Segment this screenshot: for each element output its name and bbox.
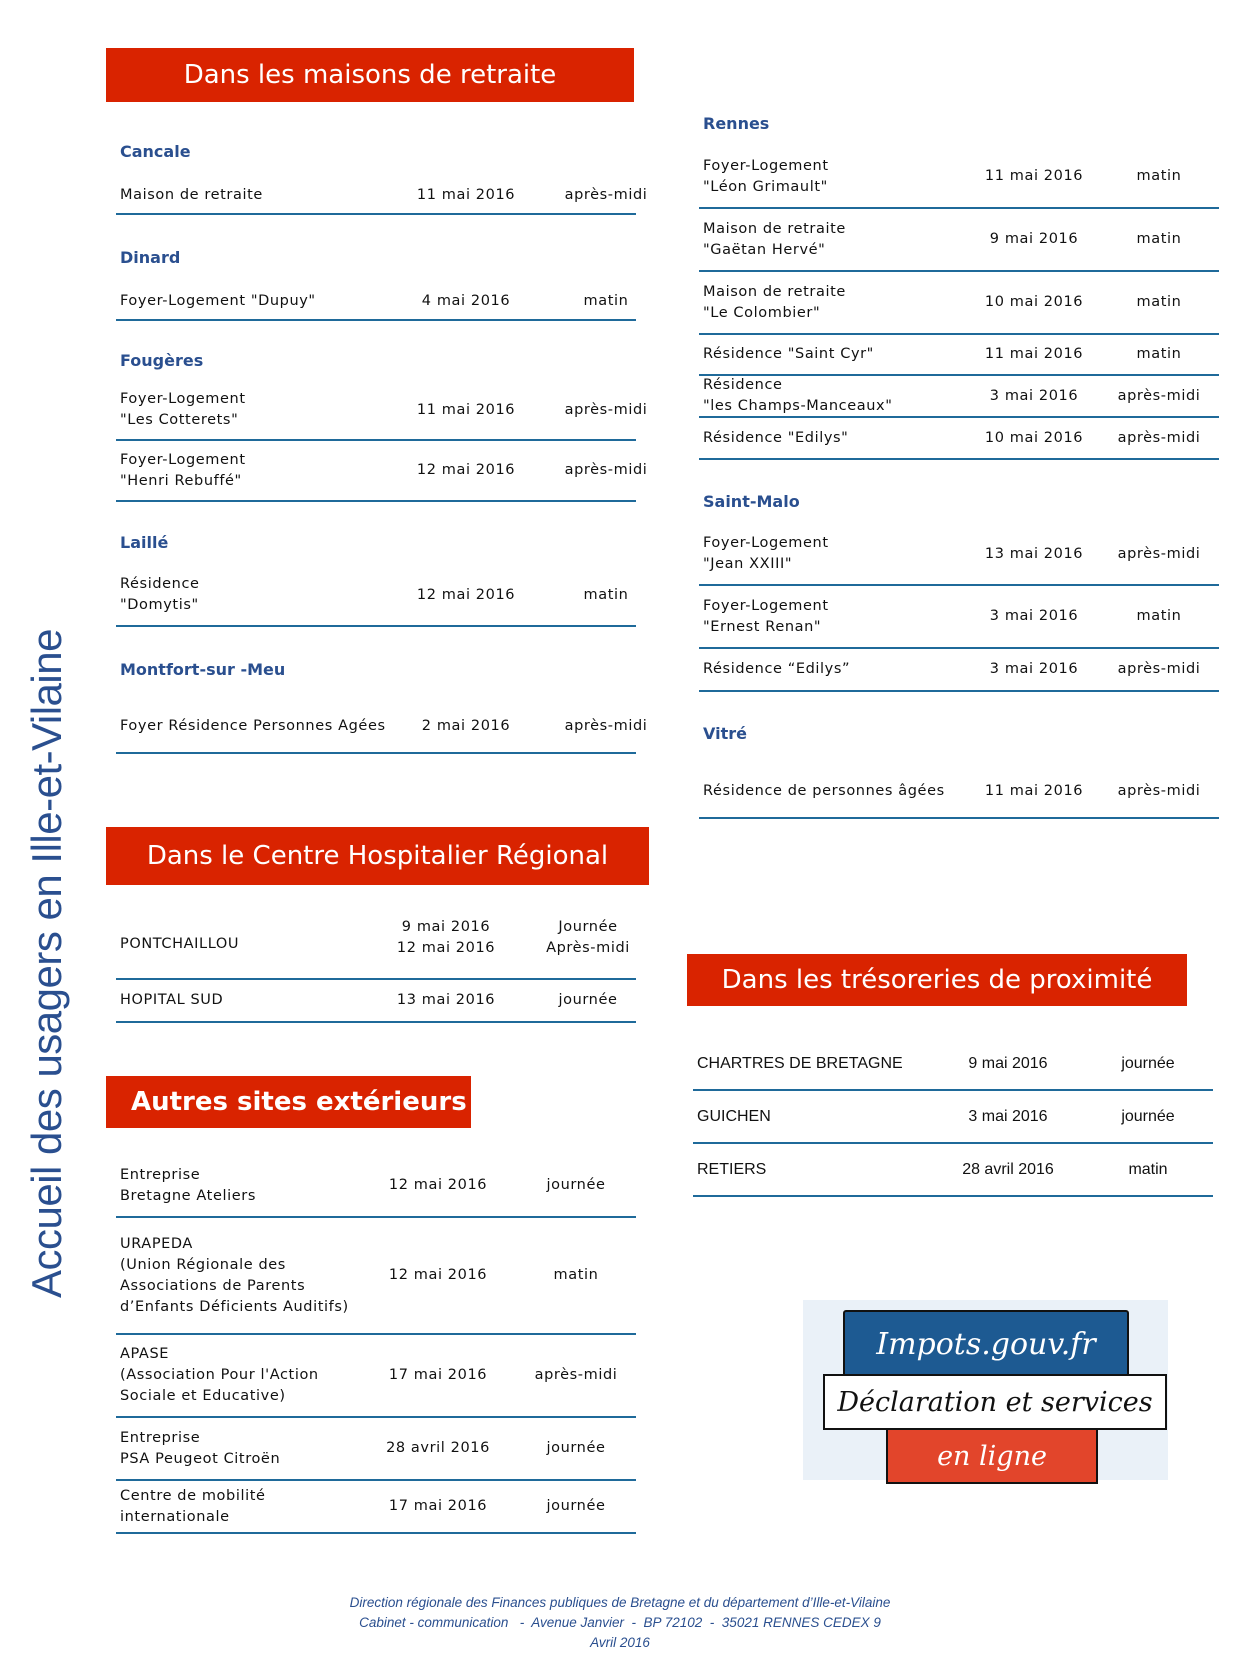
logo-line-declaration: Déclaration et services — [823, 1374, 1167, 1430]
table-row — [699, 209, 1219, 272]
visit-date: 11 mai 2016 — [984, 168, 1084, 184]
visit-period: après-midi — [1117, 429, 1201, 446]
impots-gouv-logo — [803, 1300, 1168, 1480]
visit-date: 3 mai 2016 — [989, 661, 1079, 677]
table-row — [116, 565, 636, 627]
visit-date: 12 mai 2016 — [388, 1267, 488, 1283]
city-heading-dinard: Dinard — [120, 248, 181, 267]
footer-line-address: Cabinet - communication - Avenue Janvier - BP 72102 - 35021 RENNES CEDEX 9 — [359, 1615, 881, 1630]
table-row — [693, 1038, 1213, 1091]
table-row — [699, 586, 1219, 649]
visit-period: journée — [546, 1177, 606, 1193]
city-heading-vitre: Vitré — [703, 724, 747, 743]
visit-period: après-midi — [1117, 782, 1201, 799]
visit-period: journée — [546, 1498, 606, 1514]
visit-period: après-midi — [564, 401, 648, 418]
visit-date: 12 mai 2016 — [388, 1177, 488, 1193]
visit-period: journée — [546, 1440, 606, 1456]
visit-period: Journée Après-midi — [546, 919, 630, 956]
visit-period: après-midi — [1117, 545, 1201, 562]
table-row — [699, 146, 1219, 209]
table-row — [116, 1218, 636, 1335]
visit-date: 17 mai 2016 — [388, 1367, 488, 1383]
table-row — [699, 272, 1219, 335]
site-name: Résidence "Edilys" — [703, 429, 849, 446]
visit-period: journée — [1121, 1055, 1175, 1072]
site-name: Foyer-Logement "Jean XXIII" — [703, 535, 829, 572]
site-name: HOPITAL SUD — [120, 992, 224, 1008]
visit-date: 3 mai 2016 — [989, 608, 1079, 624]
table-row — [116, 1335, 636, 1418]
site-name: Foyer Résidence Personnes Agées — [120, 717, 386, 734]
visit-period: après-midi — [1117, 387, 1201, 404]
site-name: Résidence de personnes âgées — [703, 782, 945, 799]
visit-date: 11 mai 2016 — [416, 401, 516, 418]
city-heading-fougeres: Fougères — [120, 351, 204, 370]
visit-period: journée — [1121, 1108, 1175, 1125]
visit-period: après-midi — [1117, 661, 1201, 677]
site-name: Maison de retraite "Gaëtan Hervé" — [703, 220, 846, 258]
table-row — [116, 1418, 636, 1481]
site-name: Centre de mobilité internationale — [120, 1487, 266, 1525]
site-name: Foyer-Logement "Henri Rebuffé" — [120, 451, 246, 489]
table-row — [699, 765, 1219, 819]
site-name: CHARTRES DE BRETAGNE — [697, 1055, 903, 1072]
visit-date: 13 mai 2016 — [396, 992, 496, 1008]
site-name: Résidence "les Champs-Manceaux" — [703, 377, 893, 414]
section-banner-autres-sites: Autres sites extérieurs — [106, 1076, 471, 1128]
visit-period: matin — [583, 292, 629, 309]
table-row — [693, 1144, 1213, 1197]
table-row — [116, 441, 648, 502]
visit-date: 2 mai 2016 — [421, 717, 511, 734]
visit-date: 10 mai 2016 — [984, 294, 1084, 310]
site-name: Foyer-Logement "Léon Grimault" — [703, 157, 829, 195]
visit-period: après-midi — [564, 186, 648, 203]
visit-period: matin — [1136, 294, 1182, 310]
footer-line-direction: Direction régionale des Finances publiques de Bretagne et du département d’Ille-et-Vilaine — [349, 1595, 891, 1610]
table-row — [699, 418, 1219, 460]
visit-date: 12 mai 2016 — [416, 462, 516, 478]
table-row — [693, 1091, 1213, 1144]
site-name: Entreprise PSA Peugeot Citroën — [120, 1429, 281, 1467]
site-name: Foyer-Logement "Dupuy" — [120, 292, 316, 309]
visit-date: 28 avril 2016 — [386, 1440, 490, 1456]
visit-date: 11 mai 2016 — [984, 346, 1084, 362]
site-name: GUICHEN — [697, 1108, 771, 1125]
visit-date: 9 mai 2016 — [989, 231, 1079, 247]
visit-date: 9 mai 2016 — [968, 1055, 1048, 1072]
section-banner-maisons-de-retraite: Dans les maisons de retraite — [106, 48, 634, 102]
city-heading-laille: Laillé — [120, 533, 169, 552]
table-row — [699, 524, 1219, 586]
site-name: APASE (Association Pour l'Action Sociale et Educative) — [120, 1346, 319, 1404]
city-heading-cancale: Cancale — [120, 142, 191, 161]
visit-period: matin — [1136, 231, 1182, 247]
visit-period: après-midi — [564, 717, 648, 734]
table-row — [116, 1481, 636, 1534]
site-name: Entreprise Bretagne Ateliers — [120, 1166, 256, 1204]
visit-date: 10 mai 2016 — [984, 429, 1084, 446]
site-name: Résidence “Edilys” — [703, 661, 851, 677]
visit-period: matin — [1136, 168, 1182, 184]
visit-date: 11 mai 2016 — [984, 782, 1084, 799]
city-heading-saint-malo: Saint-Malo — [703, 492, 800, 511]
site-name: Maison de retraite — [120, 186, 263, 203]
table-row — [116, 910, 636, 980]
site-name: Foyer-Logement "Les Cotterets" — [120, 391, 246, 428]
visit-period: matin — [1136, 346, 1182, 362]
logo-line-en-ligne: en ligne — [886, 1428, 1098, 1484]
table-row — [116, 1155, 636, 1218]
table-row — [699, 376, 1219, 418]
section-banner-centre-hospitalier: Dans le Centre Hospitalier Régional — [106, 827, 649, 885]
visit-date: 12 mai 2016 — [416, 586, 516, 603]
visit-date: 17 mai 2016 — [388, 1498, 488, 1514]
table-row — [699, 335, 1219, 376]
site-name: Résidence "Saint Cyr" — [703, 346, 874, 362]
visit-period: matin — [1128, 1161, 1168, 1178]
site-name: URAPEDA (Union Régionale des Associations de Parents d’Enfants Déficients Auditifs) — [120, 1235, 349, 1315]
footer-line-date: Avril 2016 — [590, 1635, 650, 1650]
table-row — [116, 381, 648, 441]
city-heading-montfort-sur-meu: Montfort-sur -Meu — [120, 660, 286, 679]
site-name: RETIERS — [697, 1161, 767, 1178]
section-banner-tresoreries: Dans les trésoreries de proximité — [687, 954, 1187, 1006]
page-footer — [0, 1593, 1240, 1653]
visit-date: 9 mai 2016 12 mai 2016 — [396, 919, 496, 956]
visit-period: matin — [553, 1267, 599, 1283]
site-name: Foyer-Logement "Ernest Renan" — [703, 597, 829, 635]
site-name: Résidence "Domytis" — [120, 576, 200, 613]
table-row — [699, 649, 1219, 692]
visit-date: 28 avril 2016 — [962, 1161, 1054, 1178]
table-row — [116, 700, 648, 754]
city-heading-rennes: Rennes — [703, 114, 770, 133]
visit-date: 11 mai 2016 — [416, 186, 516, 203]
site-name: PONTCHAILLOU — [120, 935, 240, 952]
logo-line-impots: Impots.gouv.fr — [843, 1310, 1129, 1378]
visit-period: après-midi — [534, 1367, 618, 1383]
vertical-page-title: Accueil des usagers en Ille-et-Vilaine — [23, 629, 70, 1298]
table-row — [116, 980, 636, 1023]
visit-period: matin — [583, 586, 629, 603]
visit-date: 3 mai 2016 — [989, 387, 1079, 404]
visit-date: 13 mai 2016 — [984, 545, 1084, 562]
table-row — [116, 283, 636, 321]
table-row — [116, 177, 648, 215]
visit-period: après-midi — [564, 462, 648, 478]
site-name: Maison de retraite "Le Colombier" — [703, 283, 846, 321]
visit-period: matin — [1136, 608, 1182, 624]
visit-date: 4 mai 2016 — [421, 292, 511, 309]
visit-period: journée — [558, 992, 618, 1008]
visit-date: 3 mai 2016 — [968, 1108, 1048, 1125]
